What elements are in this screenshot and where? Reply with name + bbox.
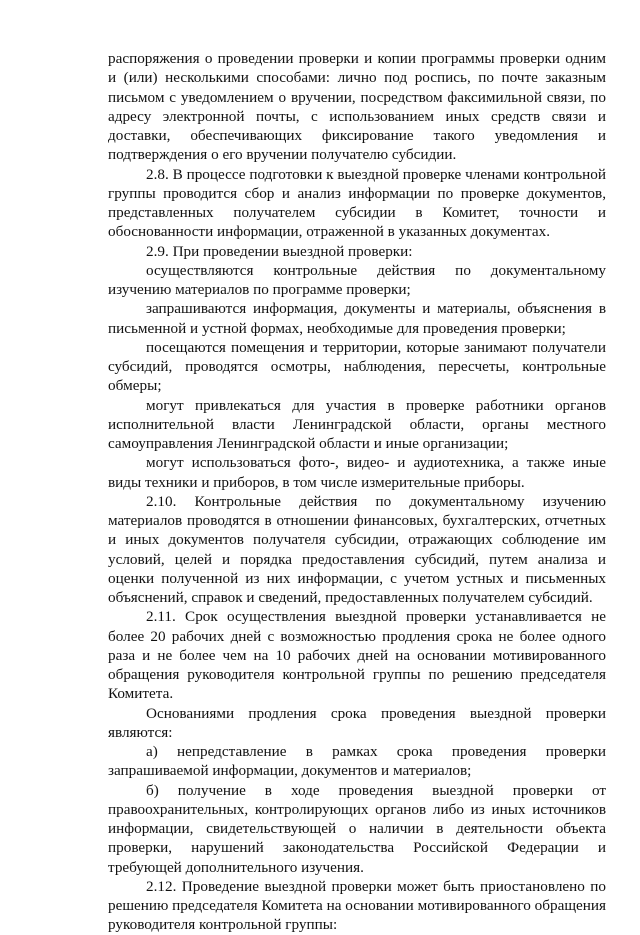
paragraph-2-9: 2.9. При проведении выездной проверки: (146, 242, 413, 260)
list-item-equipment: могут использоваться фото-, видео- и аудиотехника, а также иные виды техники и приборов, в том числе измерительные приборы. (108, 454, 606, 491)
paragraph-2-11: 2.11. Срок осуществления выездной проверки устанавливается не более 20 рабочих дней с возможностью продления срока не более одного раза и не более чем на 10 рабочих дней на основании мотивированного обращения руководителя контрольной группы по решению председателя Комитета. (108, 608, 606, 703)
list-item-a: а) непредставление в рамках срока проведения проверки запрашиваемой информации, документов и материалов; (108, 743, 606, 780)
list-item-visits: посещаются помещения и территории, которые занимают получатели субсидий, проводятся осмотры, наблюдения, пересчеты, контрольные обмеры; (108, 338, 606, 395)
paragraph-continuation: распоряжения о проведении проверки и копии программы проверки одним и (или) несколькими способами: лично под роспись, по почте заказным письмом с уведомлением о вручении, посредством факсимильной связи, по адресу электронной почты, с использованием иных средств связи и доставки, обеспечивающих фиксирование такого уведомления и подтверждения о его вручении получателю субсидии. (108, 50, 606, 164)
list-item-b: б) получение в ходе проведения выездной проверки от правоохранительных, контролирующих органов либо из иных источников информации, свидетельствующей о наличии в деятельности объекта проверки, нарушений законодательства Российской Федерации и требующей дополнительного изучения. (108, 781, 606, 876)
list-item-control-actions: осуществляются контрольные действия по документальному изучению материалов по программе проверки; (108, 261, 606, 298)
paragraph-2-10: 2.10. Контрольные действия по документальному изучению материалов проводятся в отношении финансовых, бухгалтерских, отчетных и иных документов получателя субсидии, отражающих соблюдение им условий, целей и порядка предоставления субсидий, путем анализа и оценки полученной из них информации, с учетом устных и письменных объяснений, справок и сведений, предоставленных получателем субсидий. (108, 492, 606, 606)
document-body (108, 49, 606, 935)
paragraph-extension-grounds: Основаниями продления срока проведения выездной проверки являются: (108, 704, 606, 741)
list-item-involvement: могут привлекаться для участия в проверке работники органов исполнительной власти Ленинградской области, органы местного самоуправления Ленинградской области и иные организации; (108, 396, 606, 452)
list-item-requests: запрашиваются информация, документы и материалы, объяснения в письменной и устной формах, необходимые для проведения проверки; (108, 300, 606, 337)
paragraph-2-12: 2.12. Проведение выездной проверки может быть приостановлено по решению председателя Комитета на основании мотивированного обращения руководителя контрольной группы: (108, 877, 606, 934)
paragraph-2-8: 2.8. В процессе подготовки к выездной проверке членами контрольной группы проводится сбор и анализ информации по проверке документов, представленных получателем субсидии в Комитет, точности и обоснованности информации, отраженной в указанных документах. (108, 165, 606, 241)
